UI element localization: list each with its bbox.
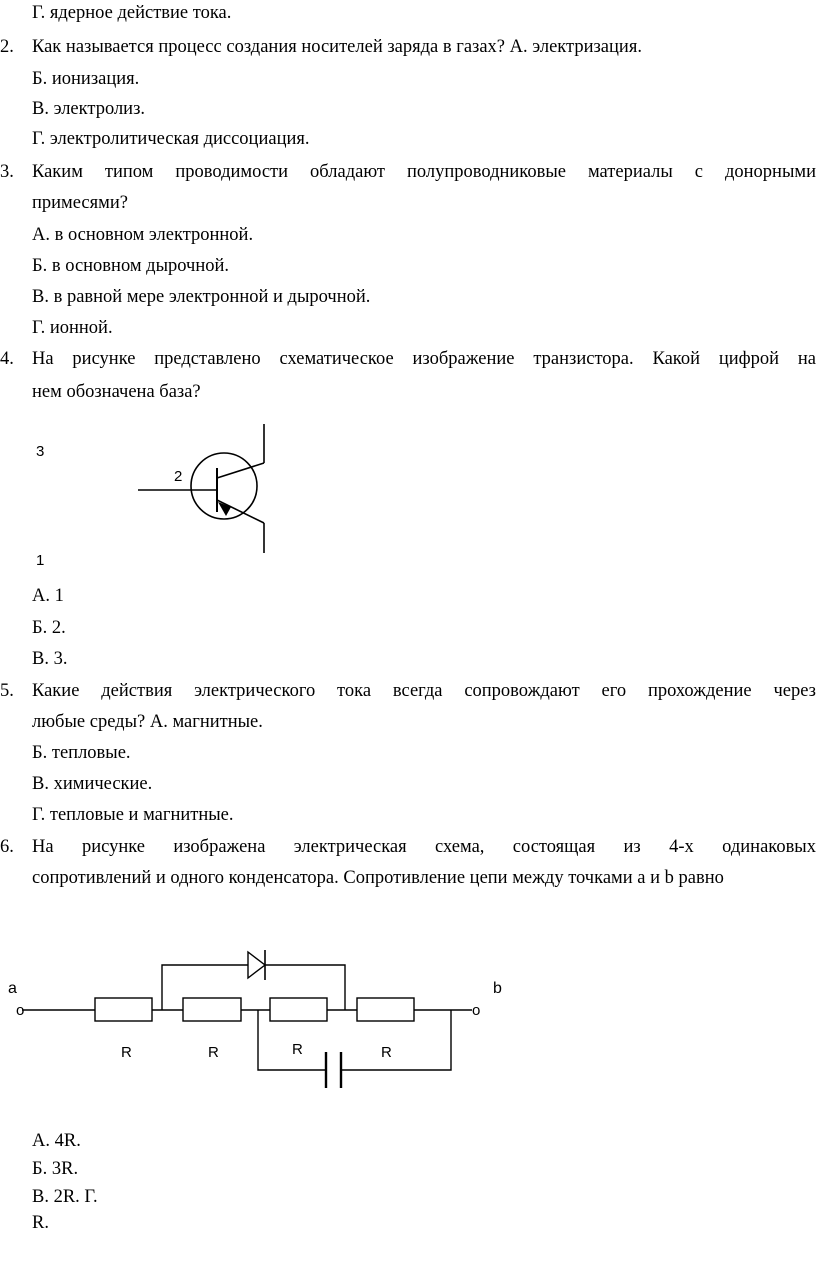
q3-option-a: А. в основном электронной.: [32, 225, 254, 245]
resistor-2: [183, 998, 241, 1021]
question-text-line-2: примесями?: [32, 193, 128, 213]
transistor-label-3: 3: [36, 443, 45, 460]
question-text-line-2: любые среды? А. магнитные.: [32, 712, 263, 732]
collector-diagonal: [217, 463, 264, 478]
question-number: 6.: [0, 837, 14, 857]
terminal-marker-a: o: [16, 1002, 25, 1019]
diode-triangle-icon: [248, 952, 265, 978]
question-6: [0, 836, 816, 858]
question-number: 3.: [0, 162, 14, 182]
capacitor-branch-right: [341, 1010, 451, 1070]
question-text-line-1: Каким типом проводимости обладают полупроводниковые материалы с донорными: [32, 162, 816, 182]
resistor-label-2: R: [208, 1044, 219, 1061]
question-text-line-2: нем обозначена база?: [32, 382, 201, 402]
terminal-marker-b: o: [472, 1002, 481, 1019]
q4-option-v: В. 3.: [32, 649, 68, 669]
q4-option-a: А. 1: [32, 586, 64, 606]
q4-option-b: Б. 2.: [32, 618, 66, 638]
q1-option-g: Г. ядерное действие тока.: [32, 3, 232, 23]
transistor-body-circle: [191, 453, 257, 519]
resistor-label-4: R: [381, 1044, 392, 1061]
question-text: Как называется процесс создания носителей заряда в газах? А. электризация.: [32, 37, 642, 57]
q6-option-v: В. 2R. Г.: [32, 1187, 98, 1207]
resistor-4: [357, 998, 414, 1021]
resistor-label-1: R: [121, 1044, 132, 1061]
question-text-line-1: На рисунке изображена электрическая схема, состоящая из 4-х одинаковых: [32, 837, 816, 857]
q5-option-v: В. химические.: [32, 774, 153, 794]
q2-option-b: Б. ионизация.: [32, 69, 140, 89]
question-2: [0, 36, 816, 58]
q5-option-g: Г. тепловые и магнитные.: [32, 805, 234, 825]
q3-option-v: В. в равной мере электронной и дырочной.: [32, 287, 371, 307]
diode-branch-right: [265, 965, 345, 1010]
transistor-label-1: 1: [36, 552, 45, 569]
terminal-label-a: a: [8, 980, 17, 997]
q5-option-b: Б. тепловые.: [32, 743, 131, 763]
q6-option-b: Б. 3R.: [32, 1159, 79, 1179]
question-5: [0, 680, 816, 702]
question-text-line-1: Какие действия электрического тока всегда сопровождают его прохождение через: [32, 681, 816, 701]
question-text-line-2: сопротивлений и одного конденсатора. Сопротивление цепи между точками a и b равно: [32, 868, 724, 888]
q6-option-g: R.: [32, 1213, 49, 1233]
question-number: 5.: [0, 681, 14, 701]
question-number: 2.: [0, 37, 14, 57]
q2-option-v: В. электролиз.: [32, 99, 146, 119]
question-number: 4.: [0, 349, 14, 369]
resistor-3: [270, 998, 327, 1021]
diode-branch-left: [162, 965, 248, 1010]
resistor-label-3: R: [292, 1041, 303, 1058]
emitter-diagonal: [217, 500, 264, 523]
resistor-1: [95, 998, 152, 1021]
q6-option-a: А. 4R.: [32, 1131, 81, 1151]
capacitor-branch-left: [258, 1010, 326, 1070]
question-4: [0, 348, 816, 370]
q3-option-g: Г. ионной.: [32, 318, 113, 338]
transistor-label-2: 2: [174, 468, 183, 485]
terminal-label-b: b: [493, 980, 502, 997]
question-text-line-1: На рисунке представлено схематическое изображение транзистора. Какой цифрой на: [32, 349, 816, 369]
q2-option-g: Г. электролитическая диссоциация.: [32, 129, 310, 149]
question-3: [0, 161, 816, 183]
q3-option-b: Б. в основном дырочной.: [32, 256, 230, 276]
emitter-arrow-icon: [218, 502, 231, 516]
